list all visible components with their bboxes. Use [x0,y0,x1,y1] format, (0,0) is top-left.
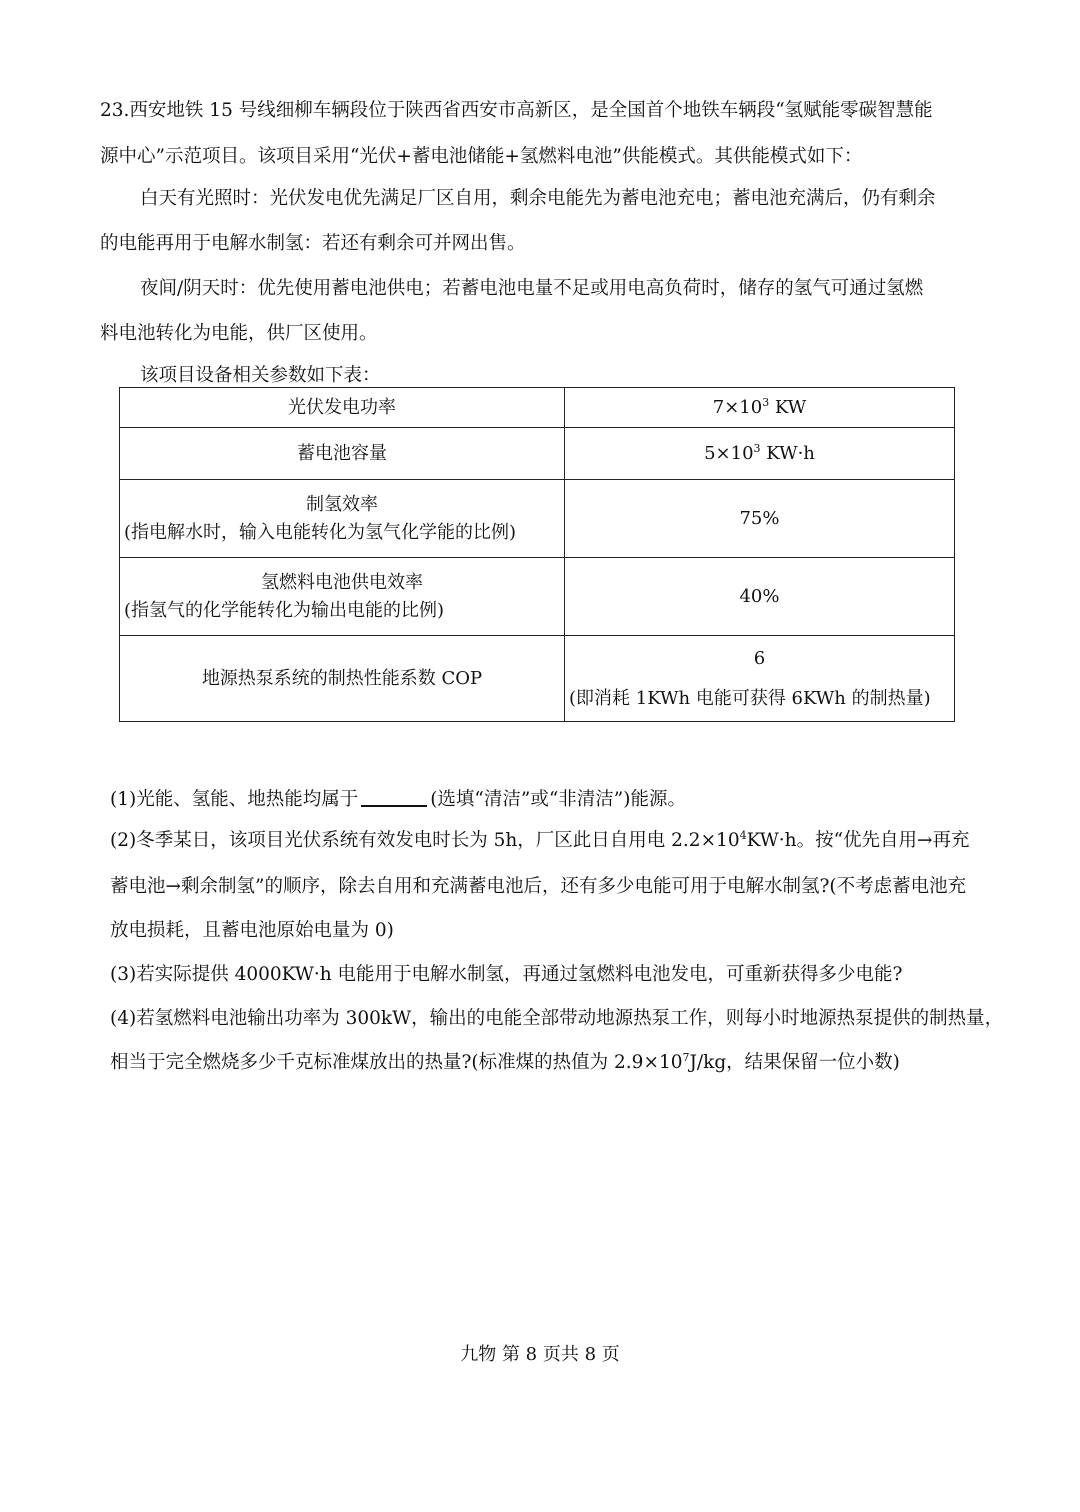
table-value-fuel-cell-efficiency: 40% [565,558,955,636]
sub-question-2-line-2: 蓄电池→剩余制氢”的顺序，除去自用和充满蓄电池后，还有多少电能可用于电解水制氢?(不考虑蓄电池充 [110,876,967,897]
table-label-battery-capacity: 蓄电池容量 [120,428,565,480]
table-value-hydrogen-efficiency: 75% [565,480,955,558]
table-label-hydrogen-efficiency: 制氢效率 (指电解水时，输入电能转化为氢气化学能的比例) [120,480,565,558]
daytime-paragraph-line-2: 的电能再用于电解水制氢：若还有剩余可并网出售。 [100,233,526,254]
night-paragraph-line-2: 料电池转化为电能，供厂区使用。 [100,323,378,344]
intro-line-2: 源中心”示范项目。该项目采用“光伏+蓄电池储能+氢燃料电池”供能模式。其供能模式如下： [100,146,863,167]
sub-question-3: (3)若实际提供 4000KW·h 电能用于电解水制氢，再通过氢燃料电池发电，可重新获得多少电能? [110,964,903,985]
table-value-battery-capacity: $5\times 10^3$ KW·h [565,428,955,480]
table-row [120,480,955,558]
intro-line-1: 23.西安地铁 15 号线细柳车辆段位于陕西省西安市高新区，是全国首个地铁车辆段“氢赋能零碳智慧能 [100,100,933,121]
table-label-fuel-cell-efficiency: 氢燃料电池供电效率 (指氢气的化学能转化为输出电能的比例) [120,558,565,636]
sub-question-4-line-1: (4)若氢燃料电池输出功率为 300kW，输出的电能全部带动地源热泵工作，则每小时地源热泵提供的制热量， [110,1008,1004,1029]
table-label-cop: 地源热泵系统的制热性能系数 COP [120,636,565,722]
sub-question-4-line-2: 相当于完全燃烧多少千克标准煤放出的热量?(标准煤的热值为 $2.9\times 10^7J/kg$，结果保留一位小数) [110,1051,900,1073]
page-footer: 九物 第 8 页共 8 页 [460,1344,620,1365]
table-caption: 该项目设备相关参数如下表： [140,365,381,386]
table-value-pv-power: $7\times 10^3$ KW [565,388,955,428]
sub-question-2-line-1: (2)冬季某日，该项目光伏系统有效发电时长为 5h，厂区此日自用电 $2.2\times 10^4KW\cdot h$。按“优先自用→再充 [110,829,970,851]
night-paragraph-line-1: 夜间/阴天时：优先使用蓄电池供电；若蓄电池电量不足或用电高负荷时，储存的氢气可通过氢燃 [140,278,924,299]
table-row [120,558,955,636]
parameter-table [119,387,955,722]
table-row [120,388,955,428]
table-row [120,636,955,722]
table-row [120,428,955,480]
answer-blank[interactable] [361,787,427,807]
table-value-cop: 6 (即消耗 1KWh 电能可获得 6KWh 的制热量) [565,636,955,722]
sub-question-2-line-3: 放电损耗，且蓄电池原始电量为 0) [110,920,394,941]
table-label-pv-power: 光伏发电功率 [120,388,565,428]
daytime-paragraph-line-1: 白天有光照时：光伏发电优先满足厂区自用，剩余电能先为蓄电池充电；蓄电池充满后，仍有剩余 [140,188,936,209]
sub-question-1: (1)光能、氢能、地热能均属于 (选填“清洁”或“非清洁”)能源。 [110,789,686,810]
